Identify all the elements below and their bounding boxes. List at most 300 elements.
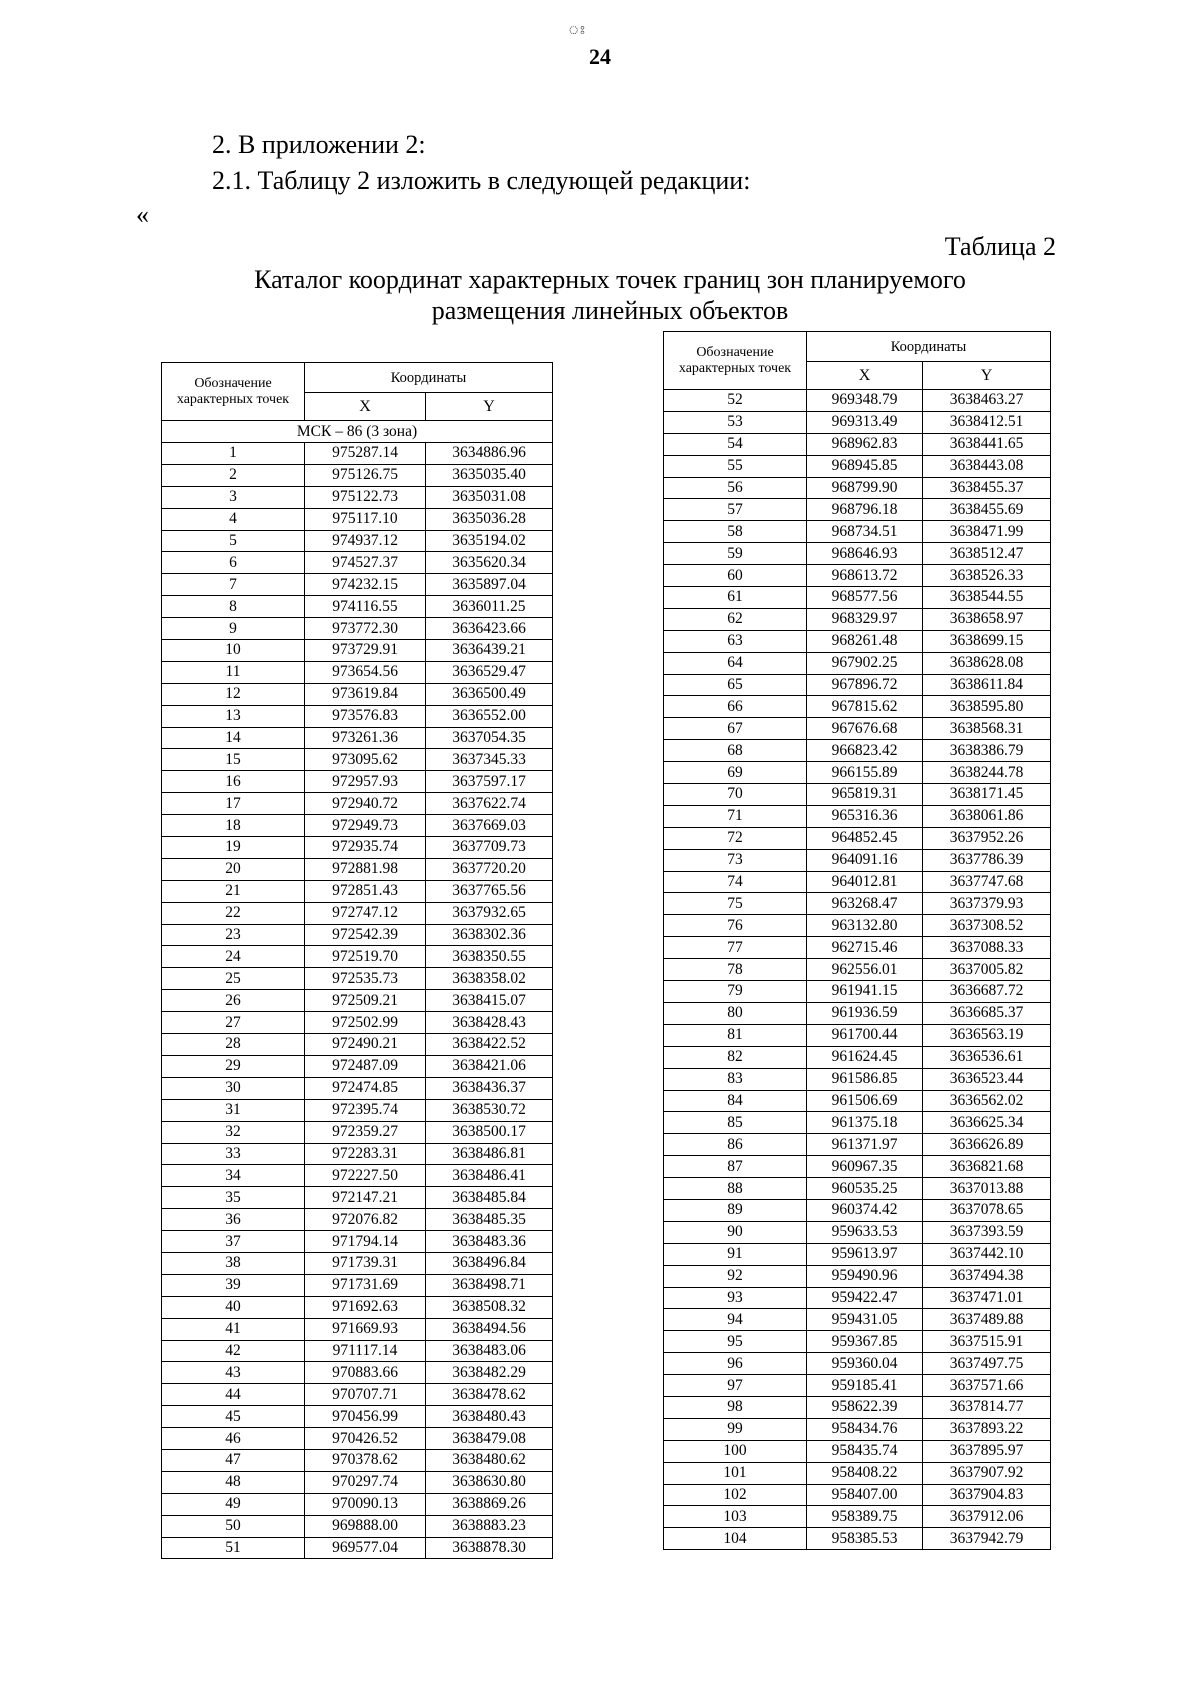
table-row	[162, 1340, 553, 1362]
table-row	[664, 455, 1051, 477]
x-coordinate-cell: 958408.22	[807, 1462, 923, 1484]
x-coordinate-cell: 958389.75	[807, 1506, 923, 1528]
x-coordinate-cell: 966155.89	[807, 762, 923, 784]
point-number-cell: 48	[162, 1471, 305, 1493]
y-coordinate-cell: 3638479.08	[426, 1428, 553, 1450]
x-coordinate-cell: 972957.93	[305, 771, 426, 793]
x-coordinate-cell: 968962.83	[807, 433, 923, 455]
table-row	[664, 1375, 1051, 1397]
point-number-cell: 54	[664, 433, 807, 455]
y-coordinate-cell: 3638483.06	[426, 1340, 553, 1362]
table-row	[664, 1068, 1051, 1090]
catalog-title-line-1: Каталог координат характерных точек границ зон планируемого	[254, 265, 966, 294]
y-coordinate-cell: 3638508.32	[426, 1296, 553, 1318]
table-row	[162, 1362, 553, 1384]
point-number-cell: 7	[162, 574, 305, 596]
x-coordinate-cell: 975117.10	[305, 508, 426, 530]
point-number-cell: 89	[664, 1199, 807, 1221]
x-coordinate-cell: 968577.56	[807, 587, 923, 609]
table-row	[664, 543, 1051, 565]
y-header: Y	[426, 393, 553, 421]
y-coordinate-cell: 3638422.52	[426, 1034, 553, 1056]
y-coordinate-cell: 3638415.07	[426, 990, 553, 1012]
y-coordinate-cell: 3638386.79	[923, 740, 1051, 762]
x-coordinate-cell: 961624.45	[807, 1046, 923, 1068]
point-number-cell: 22	[162, 902, 305, 924]
point-number-cell: 20	[162, 858, 305, 880]
x-coordinate-cell: 958385.53	[807, 1528, 923, 1550]
y-coordinate-cell: 3638883.23	[426, 1515, 553, 1537]
table-row	[162, 486, 553, 508]
table-row	[162, 1209, 553, 1231]
table-row	[162, 508, 553, 530]
table-row	[664, 762, 1051, 784]
table-row	[162, 1165, 553, 1187]
point-number-cell: 65	[664, 674, 807, 696]
table-row	[664, 608, 1051, 630]
table-row	[162, 793, 553, 815]
point-number-cell: 5	[162, 530, 305, 552]
x-coordinate-cell: 961936.59	[807, 1002, 923, 1024]
y-coordinate-cell: 3635194.02	[426, 530, 553, 552]
x-coordinate-cell: 968945.85	[807, 455, 923, 477]
y-coordinate-cell: 3638496.84	[426, 1252, 553, 1274]
table-row	[664, 1046, 1051, 1068]
table-row	[664, 959, 1051, 981]
point-number-cell: 61	[664, 587, 807, 609]
opening-quote-mark: «	[136, 200, 149, 229]
y-coordinate-cell: 3636439.21	[426, 640, 553, 662]
table-row	[162, 727, 553, 749]
point-number-cell: 47	[162, 1449, 305, 1471]
x-coordinate-cell: 959185.41	[807, 1375, 923, 1397]
table-row	[664, 1462, 1051, 1484]
coordinates-table-right	[663, 331, 1051, 1550]
point-number-cell: 101	[664, 1462, 807, 1484]
table-row	[664, 433, 1051, 455]
point-number-cell: 13	[162, 705, 305, 727]
table-row	[162, 990, 553, 1012]
x-coordinate-cell: 973576.83	[305, 705, 426, 727]
x-coordinate-cell: 962715.46	[807, 937, 923, 959]
table-row	[162, 1187, 553, 1209]
point-number-cell: 41	[162, 1318, 305, 1340]
y-coordinate-cell: 3637515.91	[923, 1331, 1051, 1353]
x-coordinate-cell: 968734.51	[807, 521, 923, 543]
y-coordinate-cell: 3637893.22	[923, 1418, 1051, 1440]
y-coordinate-cell: 3637912.06	[923, 1506, 1051, 1528]
y-coordinate-cell: 3638526.33	[923, 565, 1051, 587]
y-coordinate-cell: 3637078.65	[923, 1199, 1051, 1221]
y-coordinate-cell: 3635620.34	[426, 552, 553, 574]
table-row	[162, 1428, 553, 1450]
y-coordinate-cell: 3637013.88	[923, 1178, 1051, 1200]
y-coordinate-cell: 3636562.02	[923, 1090, 1051, 1112]
table-row	[664, 652, 1051, 674]
table-row	[162, 858, 553, 880]
point-number-cell: 85	[664, 1112, 807, 1134]
y-coordinate-cell: 3635036.28	[426, 508, 553, 530]
table-row	[664, 1002, 1051, 1024]
table-row	[664, 1418, 1051, 1440]
point-number-cell: 6	[162, 552, 305, 574]
y-coordinate-cell: 3638530.72	[426, 1099, 553, 1121]
y-coordinate-cell: 3637471.01	[923, 1287, 1051, 1309]
x-coordinate-cell: 961375.18	[807, 1112, 923, 1134]
table-row	[664, 674, 1051, 696]
catalog-title-line-2: размещения линейных объектов	[431, 296, 789, 325]
table-row	[162, 464, 553, 486]
table-row	[664, 1024, 1051, 1046]
table-row	[162, 1449, 553, 1471]
x-coordinate-cell: 960535.25	[807, 1178, 923, 1200]
catalog-title	[180, 264, 1040, 326]
point-number-cell: 72	[664, 827, 807, 849]
table-row	[162, 530, 553, 552]
table-row	[664, 696, 1051, 718]
y-coordinate-cell: 3637442.10	[923, 1243, 1051, 1265]
y-coordinate-cell: 3637494.38	[923, 1265, 1051, 1287]
x-coordinate-cell: 961371.97	[807, 1134, 923, 1156]
point-number-cell: 69	[664, 762, 807, 784]
x-coordinate-cell: 972147.21	[305, 1187, 426, 1209]
point-number-cell: 39	[162, 1274, 305, 1296]
table-row	[664, 1221, 1051, 1243]
table-row	[664, 499, 1051, 521]
point-number-cell: 43	[162, 1362, 305, 1384]
table-row	[162, 1274, 553, 1296]
y-coordinate-cell: 3636687.72	[923, 981, 1051, 1003]
y-coordinate-cell: 3637497.75	[923, 1353, 1051, 1375]
table-row	[162, 1384, 553, 1406]
point-number-cell: 33	[162, 1143, 305, 1165]
x-coordinate-cell: 972935.74	[305, 837, 426, 859]
y-coordinate-cell: 3638421.06	[426, 1055, 553, 1077]
point-number-cell: 75	[664, 893, 807, 915]
y-coordinate-cell: 3636529.47	[426, 661, 553, 683]
y-coordinate-cell: 3637747.68	[923, 871, 1051, 893]
point-number-cell: 16	[162, 771, 305, 793]
table-row	[664, 521, 1051, 543]
point-number-cell: 10	[162, 640, 305, 662]
x-coordinate-cell: 959633.53	[807, 1221, 923, 1243]
point-number-cell: 90	[664, 1221, 807, 1243]
x-coordinate-cell: 971794.14	[305, 1231, 426, 1253]
y-coordinate-cell: 3636563.19	[923, 1024, 1051, 1046]
table-row	[162, 1099, 553, 1121]
y-coordinate-cell: 3638485.35	[426, 1209, 553, 1231]
point-number-cell: 80	[664, 1002, 807, 1024]
x-coordinate-cell: 970456.99	[305, 1406, 426, 1428]
table-row	[664, 849, 1051, 871]
y-header: Y	[923, 362, 1051, 390]
table-row	[664, 1112, 1051, 1134]
x-coordinate-cell: 964012.81	[807, 871, 923, 893]
point-number-cell: 15	[162, 749, 305, 771]
y-coordinate-cell: 3638480.43	[426, 1406, 553, 1428]
x-coordinate-cell: 971692.63	[305, 1296, 426, 1318]
table-row	[162, 1034, 553, 1056]
table-row	[664, 893, 1051, 915]
y-coordinate-cell: 3638478.62	[426, 1384, 553, 1406]
y-coordinate-cell: 3638471.99	[923, 521, 1051, 543]
table-row	[664, 411, 1051, 433]
y-coordinate-cell: 3637709.73	[426, 837, 553, 859]
x-coordinate-cell: 975287.14	[305, 443, 426, 465]
x-coordinate-cell: 973619.84	[305, 683, 426, 705]
table-row	[162, 1055, 553, 1077]
y-coordinate-cell: 3638302.36	[426, 924, 553, 946]
point-number-cell: 68	[664, 740, 807, 762]
x-coordinate-cell: 972359.27	[305, 1121, 426, 1143]
point-number-cell: 94	[664, 1309, 807, 1331]
point-number-cell: 30	[162, 1077, 305, 1099]
x-coordinate-cell: 958435.74	[807, 1440, 923, 1462]
x-coordinate-cell: 972395.74	[305, 1099, 426, 1121]
y-coordinate-cell: 3638061.86	[923, 805, 1051, 827]
point-number-cell: 86	[664, 1134, 807, 1156]
point-number-cell: 53	[664, 411, 807, 433]
table-row	[664, 1199, 1051, 1221]
x-coordinate-cell: 972949.73	[305, 815, 426, 837]
table-row	[162, 1012, 553, 1034]
y-coordinate-cell: 3638500.17	[426, 1121, 553, 1143]
y-coordinate-cell: 3636626.89	[923, 1134, 1051, 1156]
y-coordinate-cell: 3638878.30	[426, 1537, 553, 1559]
table-row	[664, 937, 1051, 959]
x-coordinate-cell: 970297.74	[305, 1471, 426, 1493]
table-row	[664, 740, 1051, 762]
table-row	[162, 837, 553, 859]
point-number-cell: 42	[162, 1340, 305, 1362]
point-number-cell: 98	[664, 1396, 807, 1418]
y-coordinate-cell: 3638428.43	[426, 1012, 553, 1034]
table-row	[162, 574, 553, 596]
y-coordinate-cell: 3638595.80	[923, 696, 1051, 718]
x-coordinate-cell: 959360.04	[807, 1353, 923, 1375]
x-coordinate-cell: 970090.13	[305, 1493, 426, 1515]
x-coordinate-cell: 961700.44	[807, 1024, 923, 1046]
x-coordinate-cell: 963132.80	[807, 915, 923, 937]
y-coordinate-cell: 3638486.41	[426, 1165, 553, 1187]
y-coordinate-cell: 3636423.66	[426, 618, 553, 640]
table-row	[162, 1077, 553, 1099]
point-number-cell: 27	[162, 1012, 305, 1034]
table-row	[664, 587, 1051, 609]
point-number-cell: 44	[162, 1384, 305, 1406]
x-coordinate-cell: 972502.99	[305, 1012, 426, 1034]
y-coordinate-cell: 3636011.25	[426, 596, 553, 618]
table-row	[162, 1252, 553, 1274]
table-row	[162, 596, 553, 618]
point-number-cell: 1	[162, 443, 305, 465]
x-coordinate-cell: 971739.31	[305, 1252, 426, 1274]
table-row	[664, 915, 1051, 937]
point-number-cell: 25	[162, 968, 305, 990]
x-coordinate-cell: 975122.73	[305, 486, 426, 508]
x-coordinate-cell: 972509.21	[305, 990, 426, 1012]
y-coordinate-cell: 3638630.80	[426, 1471, 553, 1493]
y-coordinate-cell: 3636536.61	[923, 1046, 1051, 1068]
table-row	[664, 1156, 1051, 1178]
table-row	[162, 749, 553, 771]
y-coordinate-cell: 3637907.92	[923, 1462, 1051, 1484]
table-row	[664, 1243, 1051, 1265]
x-coordinate-cell: 968799.90	[807, 477, 923, 499]
point-number-cell: 60	[664, 565, 807, 587]
table-row	[664, 1353, 1051, 1375]
point-number-cell: 59	[664, 543, 807, 565]
right-table-body	[664, 390, 1051, 1550]
x-coordinate-cell: 972227.50	[305, 1165, 426, 1187]
table-row	[162, 1493, 553, 1515]
x-coordinate-cell: 959613.97	[807, 1243, 923, 1265]
y-coordinate-cell: 3638463.27	[923, 390, 1051, 412]
point-number-cell: 4	[162, 508, 305, 530]
y-coordinate-cell: 3638482.29	[426, 1362, 553, 1384]
point-number-cell: 70	[664, 784, 807, 806]
y-coordinate-cell: 3638486.81	[426, 1143, 553, 1165]
x-coordinate-cell: 972474.85	[305, 1077, 426, 1099]
y-coordinate-cell: 3638544.55	[923, 587, 1051, 609]
table-row	[162, 968, 553, 990]
x-coordinate-cell: 963268.47	[807, 893, 923, 915]
x-coordinate-cell: 959422.47	[807, 1287, 923, 1309]
point-number-cell: 38	[162, 1252, 305, 1274]
x-coordinate-cell: 972535.73	[305, 968, 426, 990]
point-number-cell: 3	[162, 486, 305, 508]
x-coordinate-cell: 969348.79	[807, 390, 923, 412]
point-number-cell: 92	[664, 1265, 807, 1287]
table-row	[162, 1318, 553, 1340]
table-row	[664, 871, 1051, 893]
x-coordinate-cell: 972747.12	[305, 902, 426, 924]
y-coordinate-cell: 3636523.44	[923, 1068, 1051, 1090]
y-coordinate-cell: 3637942.79	[923, 1528, 1051, 1550]
point-number-cell: 17	[162, 793, 305, 815]
y-coordinate-cell: 3636821.68	[923, 1156, 1051, 1178]
x-coordinate-cell: 972490.21	[305, 1034, 426, 1056]
table-row	[664, 477, 1051, 499]
y-coordinate-cell: 3636685.37	[923, 1002, 1051, 1024]
y-coordinate-cell: 3637054.35	[426, 727, 553, 749]
y-coordinate-cell: 3638494.56	[426, 1318, 553, 1340]
point-number-cell: 93	[664, 1287, 807, 1309]
table-row	[664, 1440, 1051, 1462]
point-number-cell: 58	[664, 521, 807, 543]
x-coordinate-cell: 959431.05	[807, 1309, 923, 1331]
point-number-cell: 31	[162, 1099, 305, 1121]
point-number-cell: 36	[162, 1209, 305, 1231]
point-number-cell: 8	[162, 596, 305, 618]
left-table-body	[162, 421, 553, 1559]
y-coordinate-cell: 3637786.39	[923, 849, 1051, 871]
table-row	[162, 640, 553, 662]
point-number-cell: 63	[664, 630, 807, 652]
y-coordinate-cell: 3635897.04	[426, 574, 553, 596]
table-row	[162, 902, 553, 924]
y-coordinate-cell: 3637005.82	[923, 959, 1051, 981]
x-header: X	[305, 393, 426, 421]
table-row	[162, 618, 553, 640]
point-number-cell: 51	[162, 1537, 305, 1559]
point-number-cell: 49	[162, 1493, 305, 1515]
x-coordinate-cell: 967896.72	[807, 674, 923, 696]
x-coordinate-cell: 974116.55	[305, 596, 426, 618]
coordinates-header: Координаты	[807, 332, 1051, 362]
x-coordinate-cell: 969313.49	[807, 411, 923, 433]
point-number-cell: 74	[664, 871, 807, 893]
point-number-cell: 99	[664, 1418, 807, 1440]
x-coordinate-cell: 973095.62	[305, 749, 426, 771]
x-coordinate-cell: 972851.43	[305, 880, 426, 902]
table-label: Таблица 2	[944, 232, 1056, 261]
y-coordinate-cell: 3638611.84	[923, 674, 1051, 696]
point-number-cell: 96	[664, 1353, 807, 1375]
point-number-cell: 55	[664, 455, 807, 477]
x-coordinate-cell: 972940.72	[305, 793, 426, 815]
x-coordinate-cell: 972076.82	[305, 1209, 426, 1231]
amendment-line-2: 2.1. Таблицу 2 изложить в следующей редакции:	[212, 166, 751, 195]
x-coordinate-cell: 974937.12	[305, 530, 426, 552]
point-number-cell: 56	[664, 477, 807, 499]
coordinates-table-left	[161, 362, 553, 1559]
y-coordinate-cell: 3637669.03	[426, 815, 553, 837]
point-number-cell: 32	[162, 1121, 305, 1143]
table-row	[162, 771, 553, 793]
y-coordinate-cell: 3638443.08	[923, 455, 1051, 477]
point-number-cell: 77	[664, 937, 807, 959]
table-row	[162, 705, 553, 727]
point-number-cell: 19	[162, 837, 305, 859]
point-number-cell: 52	[664, 390, 807, 412]
y-coordinate-cell: 3638171.45	[923, 784, 1051, 806]
point-number-cell: 97	[664, 1375, 807, 1397]
table-row	[664, 390, 1051, 412]
table-row	[664, 784, 1051, 806]
table-row	[664, 1528, 1051, 1550]
y-coordinate-cell: 3638658.97	[923, 608, 1051, 630]
point-number-cell: 50	[162, 1515, 305, 1537]
x-coordinate-cell: 959367.85	[807, 1331, 923, 1353]
point-number-cell: 2	[162, 464, 305, 486]
table-row	[664, 1506, 1051, 1528]
table-row	[664, 565, 1051, 587]
point-number-cell: 66	[664, 696, 807, 718]
table-row	[664, 1309, 1051, 1331]
x-coordinate-cell: 968796.18	[807, 499, 923, 521]
point-number-cell: 57	[664, 499, 807, 521]
y-coordinate-cell: 3638244.78	[923, 762, 1051, 784]
point-number-cell: 26	[162, 990, 305, 1012]
x-coordinate-cell: 960374.42	[807, 1199, 923, 1221]
point-number-cell: 83	[664, 1068, 807, 1090]
y-coordinate-cell: 3638455.37	[923, 477, 1051, 499]
table-row	[162, 1121, 553, 1143]
y-coordinate-cell: 3637765.56	[426, 880, 553, 902]
point-number-cell: 14	[162, 727, 305, 749]
designation-header: Обозначение характерных точек	[664, 332, 807, 390]
table-row	[162, 1231, 553, 1253]
table-row	[162, 1537, 553, 1559]
y-coordinate-cell: 3637932.65	[426, 902, 553, 924]
x-coordinate-cell: 968646.93	[807, 543, 923, 565]
table-row	[162, 1471, 553, 1493]
table-row	[162, 815, 553, 837]
table-row	[664, 1178, 1051, 1200]
x-coordinate-cell: 973654.56	[305, 661, 426, 683]
point-number-cell: 82	[664, 1046, 807, 1068]
